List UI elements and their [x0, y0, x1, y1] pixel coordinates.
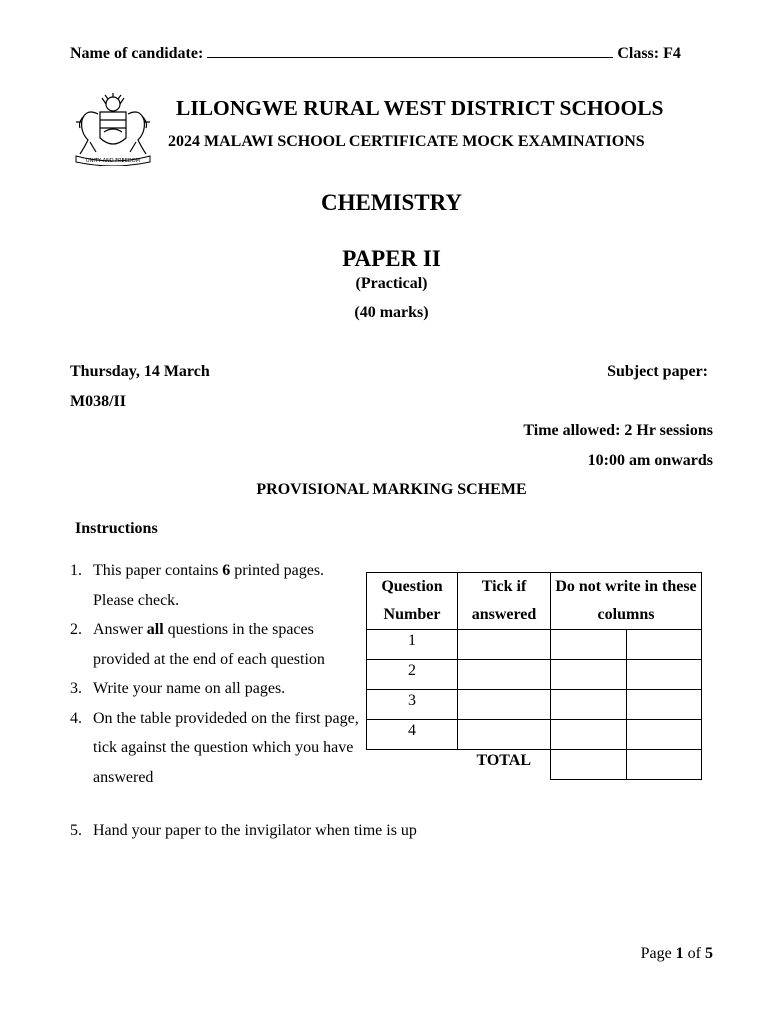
tick-cell[interactable]: [458, 690, 551, 720]
examiner-cell: [626, 690, 702, 720]
marking-scheme-title: PROVISIONAL MARKING SCHEME: [256, 481, 527, 498]
tick-cell[interactable]: [458, 720, 551, 750]
total-cell: [551, 750, 627, 780]
examiner-cell: [626, 630, 702, 660]
examiner-cell: [626, 720, 702, 750]
exam-date: Thursday, 14 March: [70, 363, 210, 380]
question-number-cell: 1: [367, 630, 458, 660]
table-row: [367, 690, 702, 720]
table-row: [367, 630, 702, 660]
subject-code: M038/II: [70, 393, 126, 410]
examiner-cell: [551, 690, 627, 720]
institution-title: LILONGWE RURAL WEST DISTRICT SCHOOLS: [176, 96, 664, 120]
examiner-cell: [626, 660, 702, 690]
start-time: 10:00 am onwards: [587, 452, 713, 469]
coat-of-arms-icon: [70, 92, 156, 166]
question-tick-table: [366, 572, 702, 780]
instruction-item: 1. This paper contains 6 printed pages. Please check.: [70, 562, 325, 609]
crest-motto: UNITY AND FREEDOM: [86, 158, 140, 164]
name-label: Name of candidate:: [70, 45, 204, 62]
total-row: [367, 750, 702, 780]
page-number: Page 1 of 5: [640, 945, 713, 962]
question-number-cell: 2: [367, 660, 458, 690]
examiner-cell: [551, 630, 627, 660]
table-row: [367, 720, 702, 750]
table-row: [367, 660, 702, 690]
exam-title: 2024 MALAWI SCHOOL CERTIFICATE MOCK EXAMINATIONS: [168, 133, 645, 150]
instruction-item: 3. Write your name on all pages.: [70, 680, 286, 697]
candidate-name-line: [70, 43, 681, 63]
total-label: TOTAL: [476, 752, 532, 769]
paper-title: PAPER II: [342, 246, 441, 271]
question-number-cell: 4: [367, 720, 458, 750]
instructions-list: [70, 556, 360, 792]
name-blank[interactable]: [207, 43, 613, 58]
class-label: Class: F4: [617, 45, 681, 62]
instruction-item: 2. Answer all questions in the spaces provided at the end of each question: [70, 621, 325, 668]
instruction-item: 5. Hand your paper to the invigilator when time is up: [70, 822, 417, 839]
instruction-item: 4. On the table provideded on the first page, tick against the question which you have answered: [70, 709, 359, 786]
total-marks: (40 marks): [354, 304, 429, 321]
header-do-not-write: Do not write in these columns: [551, 573, 702, 630]
total-cell: [626, 750, 702, 780]
examiner-cell: [551, 660, 627, 690]
instructions-heading: Instructions: [75, 520, 158, 537]
subject-title: CHEMISTRY: [320, 190, 463, 215]
examiner-cell: [551, 720, 627, 750]
subject-paper-label: Subject paper:: [607, 363, 708, 380]
time-allowed: Time allowed: 2 Hr sessions: [523, 422, 713, 439]
header-question-number: Question Number: [367, 573, 458, 630]
header-tick-if-answered: Tick if answered: [458, 573, 551, 630]
tick-cell[interactable]: [458, 660, 551, 690]
paper-type: (Practical): [355, 275, 428, 292]
tick-cell[interactable]: [458, 630, 551, 660]
question-number-cell: 3: [367, 690, 458, 720]
